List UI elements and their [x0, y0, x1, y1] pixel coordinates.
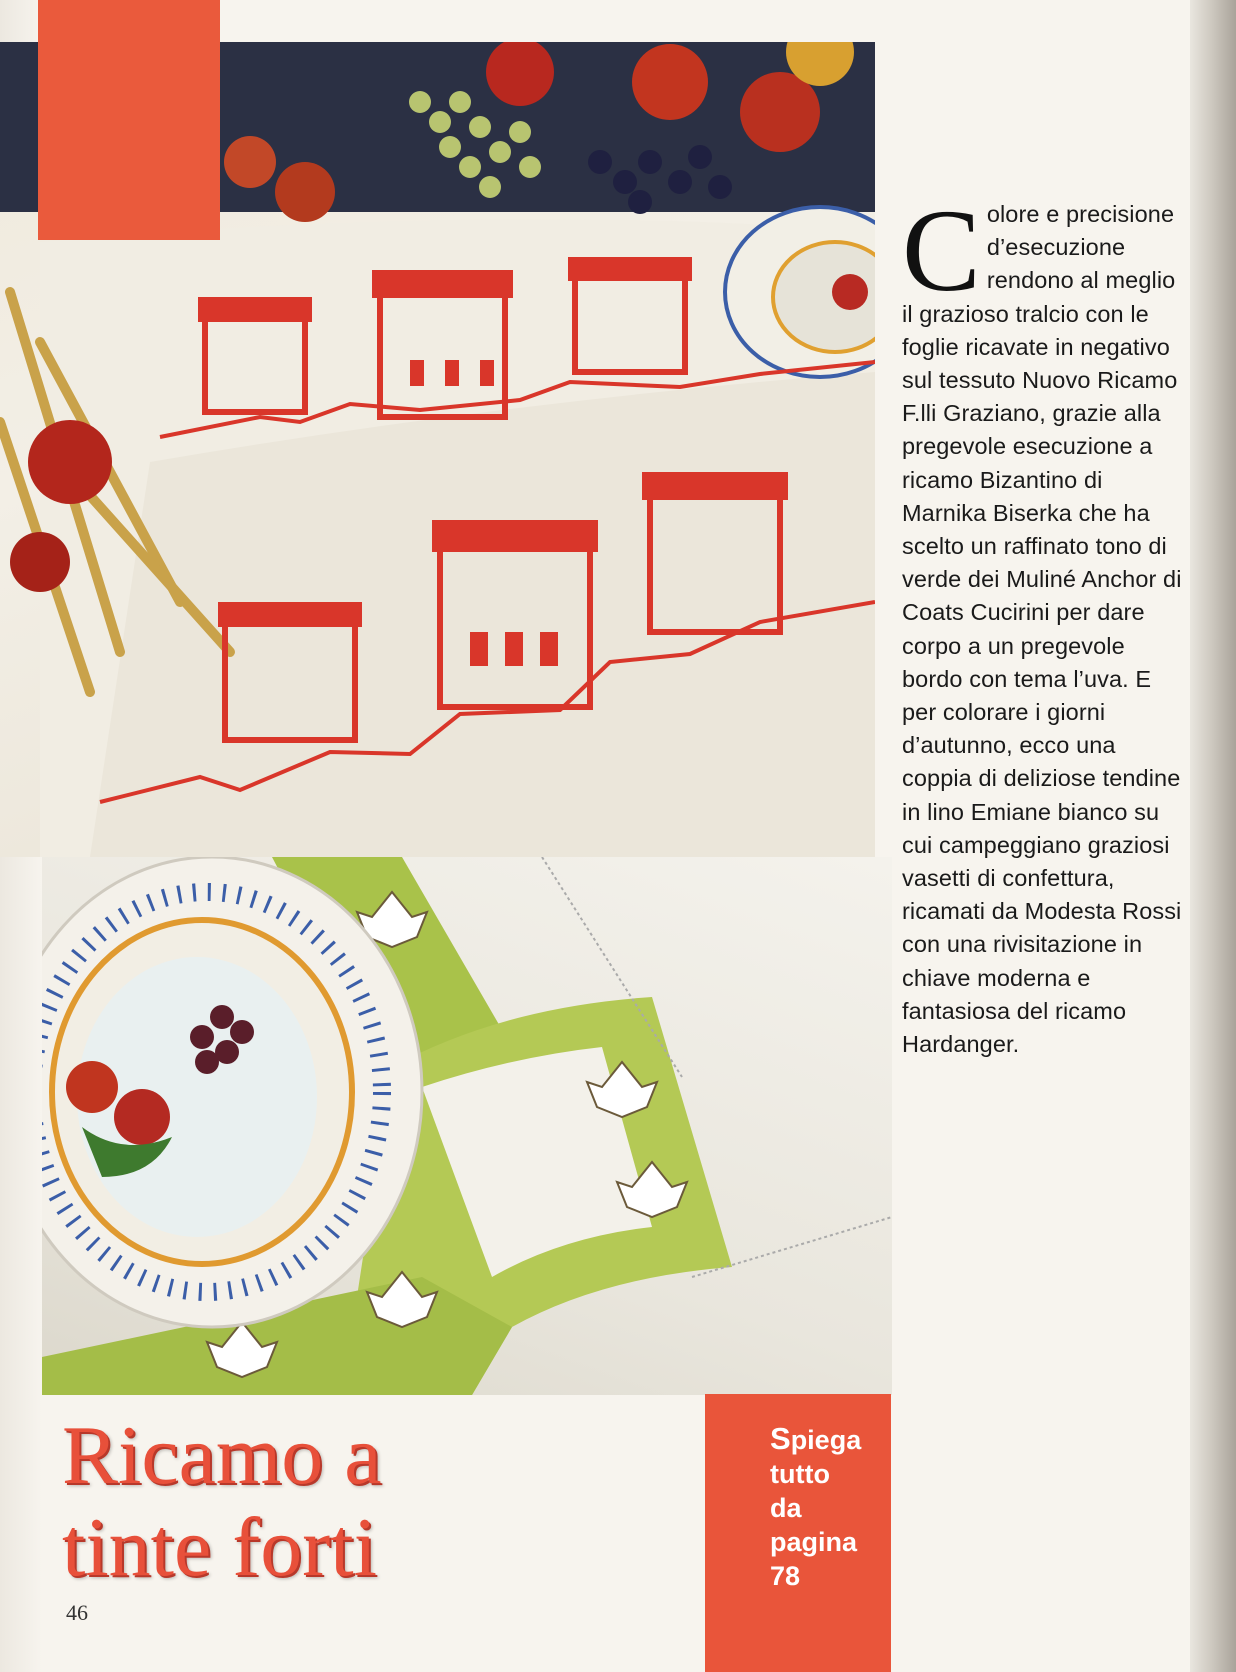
callout-first-letter: S	[770, 1421, 791, 1456]
callout-word-4: pagina	[770, 1527, 858, 1557]
callout-word-3: da	[770, 1493, 802, 1523]
drop-cap: C	[902, 185, 981, 316]
callout-text	[770, 1422, 880, 1593]
callout-word-2: tutto	[770, 1459, 830, 1489]
callout-word-1	[770, 1422, 880, 1457]
headline-line-1: Ricamo a	[62, 1409, 382, 1502]
photo-green-border-linen	[42, 857, 892, 1395]
article-headline	[62, 1410, 662, 1594]
callout-word-5: 78	[770, 1561, 801, 1591]
headline-line-2: tinte forti	[62, 1501, 377, 1594]
page-number: 46	[66, 1600, 88, 1625]
article-body	[902, 185, 1182, 1061]
callout-word-1-rest: piega	[790, 1425, 862, 1455]
linen-illustration	[42, 857, 892, 1395]
page-binding-shadow	[1190, 0, 1236, 1672]
article-text: olore e precisione d’esecuzione rendono al meglio il grazioso tralcio con le foglie ricavate in negativo sul tessuto Nuovo Ricamo F.lli Graziano, grazie alla pregevole esecuzione a ricamo Bizantino di Marnika Biserka che ha scelto un raffinato tono di verde dei Muliné Anchor di Coats Cucirini per dare corpo a un pregevole bordo con tema l’uva. E per colorare i giorni d’autunno, ecco una coppia di deliziose tendine in lino Emiane bianco su cui campeggiano graziosi vasetti di confettura, ricamati da Modesta Rossi con una rivisitazione in chiave moderna e fantasiosa del ricamo Hardanger.	[902, 201, 1182, 1058]
accent-block-top	[38, 0, 220, 240]
